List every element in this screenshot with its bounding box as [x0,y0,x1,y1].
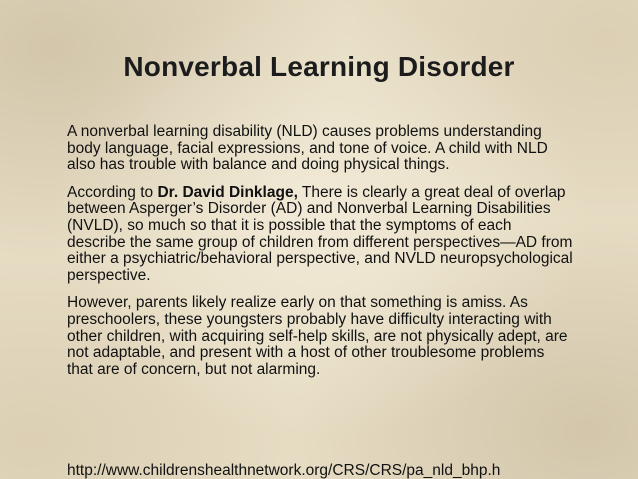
slide-body [67,124,573,389]
source-url: http://www.childrenshealthnetwork.org/CRS/CRS/pa_nld_bhp.h [67,462,501,479]
slide-title: Nonverbal Learning Disorder [123,51,515,82]
quote-text: There is clearly a great deal of overlap between Asperger’s Disorder (AD) and Nonverbal Learning Disabilities (NVLD), so much so that it is possible that the symptoms of each describe the same group of children from different perspectives—AD from either a psychiatric/behavioral perspective, and NVLD neuropsychological perspective. [67,183,573,284]
quote-prefix: According to [67,183,158,201]
author-name: Dr. David Dinklage, [157,183,298,201]
paragraph-nld-definition: A nonverbal learning disability (NLD) causes problems understanding body language, facial expressions, and tone of voice. A child with NLD also has trouble with balance and doing physical things. [67,123,548,174]
paragraph-parents-realize: However, parents likely realize early on that something is amiss. As preschoolers, these youngsters probably have difficulty interacting with other children, with acquiring self-help skills, are not physically adept, are not adaptable, and present with a host of other troublesome problems that are of concern, but not alarming. [67,294,568,378]
paragraph-dinklage-quote [67,185,573,285]
